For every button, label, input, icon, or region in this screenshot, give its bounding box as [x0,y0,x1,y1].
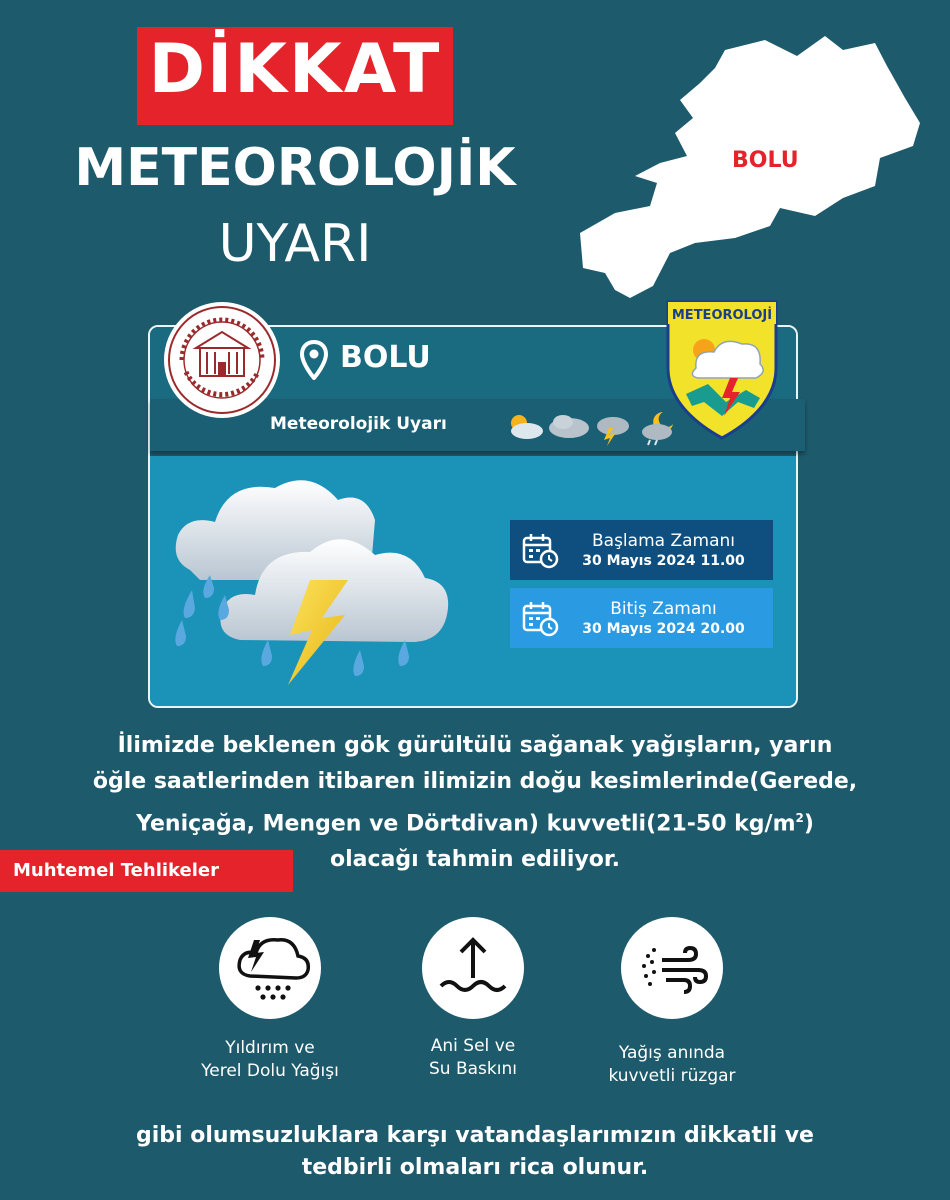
closing-text [80,1120,870,1184]
map-region-label: BOLU [732,148,799,173]
description-line-1: İlimizde beklenen gök gürültülü sağanak yağışların, yarın [117,733,833,758]
page-title: DİKKAT [148,30,442,109]
calendar-clock-icon [520,598,560,638]
city-label: BOLU [340,340,431,375]
calendar-clock-icon [520,530,560,570]
cloud-icon [549,415,589,438]
storm-cloud-icon [597,417,629,446]
warning-band-label: Meteorolojik Uyarı [270,414,447,434]
description-line-2: öğle saatlerinden itibaren ilimizin doğu kesimlerinde(Gerede, [92,769,858,794]
subtitle-line-2: UYARI [218,214,372,274]
hazard-2-circle [422,917,524,1019]
hazard-3-circle [621,917,723,1019]
moon-cloud-icon [642,412,673,445]
closing-line-2: tedbirli olmaları rica olunur. [301,1155,649,1180]
description-line-3: Yeniçağa, Mengen ve Dörtdivan) kuvvetli(21-50 $kg/m^2$) [136,811,814,837]
start-time-label: Başlama Zamanı [592,531,735,551]
hazards-tag-normal: Muhtemel [13,860,115,881]
thunder-hail-icon [228,926,312,1010]
hazards-tag-bold: Tehlikeler [120,860,219,881]
subtitle-line-1: METEOROLOJİK [74,138,516,198]
weather-mini-icons [505,406,685,446]
hazard-2-label: Ani Sel ve Su Baskını [429,1036,517,1079]
start-time-value: 30 Mayıs 2024 11.00 [582,553,745,569]
description-line-4: olacağı tahmin ediliyor. [330,847,620,873]
end-time-value: 30 Mayıs 2024 20.00 [582,621,745,637]
location-pin-icon [300,340,328,380]
flood-icon [431,926,515,1010]
hazard-1-circle [219,917,321,1019]
hazard-1-label: Yıldırım ve Yerel Dolu Yağışı [201,1038,339,1081]
hazard-3-label: Yağış anında kuvvetli rüzgar [608,1043,736,1086]
start-time-box [510,520,773,580]
storm-cloud-illustration [170,470,470,690]
closing-line-1: gibi olumsuzluklara karşı vatandaşlarımızın dikkatli ve [136,1123,814,1148]
end-time-box [510,588,773,648]
end-time-label: Bitiş Zamanı [610,599,717,619]
governorate-seal-icon [162,300,282,420]
hazards-tag [0,850,293,892]
sun-cloud-icon [511,415,543,439]
wind-rain-icon [630,926,714,1010]
badge-text: METEOROLOJİ [671,308,773,323]
